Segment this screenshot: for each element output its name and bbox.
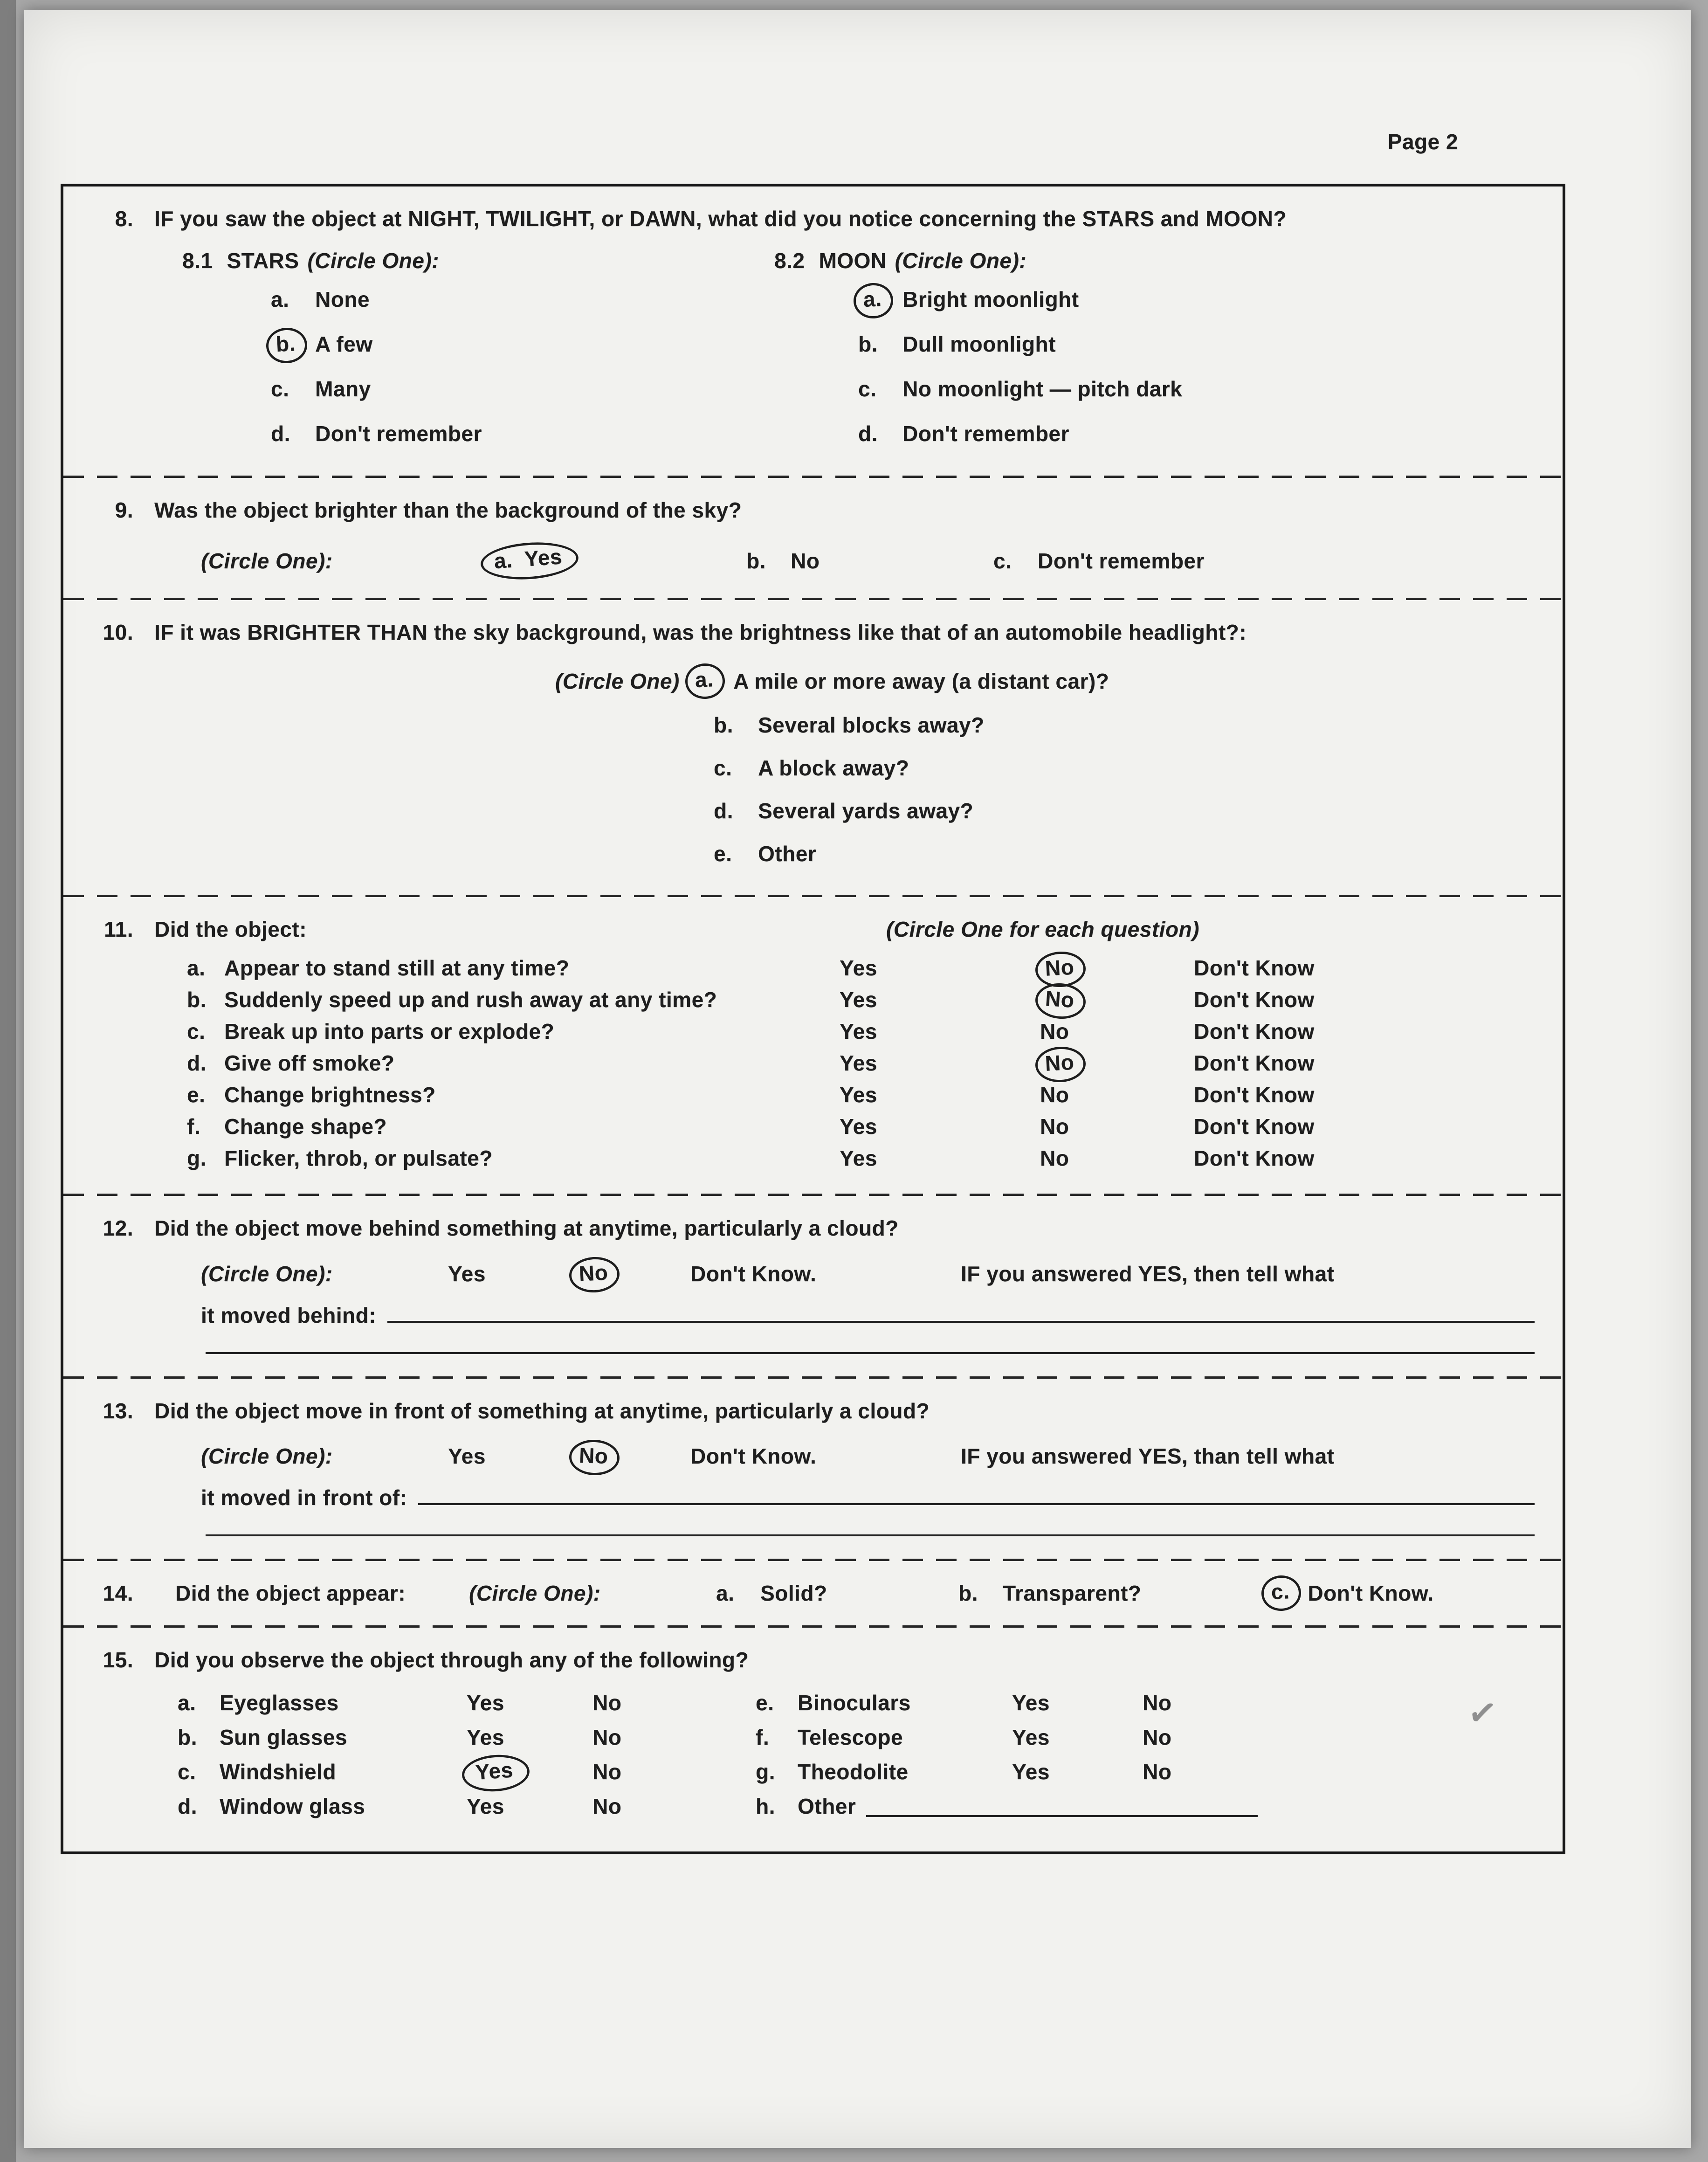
option-letter: c. — [993, 549, 1012, 573]
option-letter: c. — [271, 377, 289, 401]
option-letter: g. — [187, 1146, 207, 1170]
option-label: Change brightness? — [224, 1083, 436, 1107]
q15-other-blank — [866, 1796, 1258, 1817]
q15-yes: Yes — [1012, 1725, 1050, 1750]
q10-option-e — [714, 832, 1535, 875]
q11-yes: Yes — [840, 1051, 877, 1075]
q12-yes: Yes — [448, 1261, 486, 1286]
q15-yes: Yes — [474, 1757, 514, 1784]
option-label: Don't remember — [1038, 549, 1205, 573]
q8-moon-option-c — [858, 366, 1535, 411]
q10-option-a — [555, 659, 1535, 704]
option-label: A block away? — [758, 756, 909, 780]
option-letter: e. — [756, 1691, 774, 1715]
answer-circle — [1034, 981, 1087, 1020]
q15-no: No — [1143, 1725, 1172, 1750]
option-letter: d. — [714, 799, 733, 823]
q13-write-in-blank — [418, 1482, 1535, 1506]
option-letter: d. — [858, 421, 878, 446]
q13-no: No — [579, 1443, 609, 1468]
answer-circle — [1260, 1575, 1302, 1612]
q8-moon-option-d — [858, 411, 1535, 456]
q12-no: No — [578, 1260, 609, 1286]
q8-moon-title: MOON — [819, 249, 887, 273]
question-9 — [63, 478, 1563, 598]
option-letter: f. — [756, 1725, 770, 1750]
option-label: Eyeglasses — [220, 1691, 339, 1715]
q15-row-windshield — [178, 1754, 756, 1789]
option-label: Suddenly speed up and rush away at any time? — [224, 988, 717, 1012]
q11-row-g — [187, 1142, 1535, 1174]
option-letter: b. — [187, 988, 207, 1012]
q10-option-c — [714, 746, 1535, 789]
option-letter: h. — [756, 1794, 775, 1819]
q14-text: Did the object appear: — [175, 1581, 406, 1606]
q15-yes: Yes — [467, 1725, 504, 1750]
option-label: Change shape? — [224, 1114, 387, 1139]
question-12 — [63, 1196, 1563, 1376]
answer-circle — [265, 326, 308, 364]
q12-circle-note: (Circle One): — [201, 1261, 333, 1286]
option-label: None — [315, 287, 370, 311]
q13-number: 13. — [103, 1398, 133, 1423]
q11-yes: Yes — [840, 988, 877, 1012]
option-label: Bright moonlight — [902, 287, 1079, 311]
option-label: Yes — [523, 544, 563, 571]
q15-no: No — [1143, 1760, 1172, 1784]
q12-text: Did the object move behind something at anytime, particularly a cloud? — [154, 1216, 899, 1240]
option-letter: d. — [187, 1051, 207, 1075]
option-label: Binoculars — [798, 1691, 911, 1715]
q11-row-b — [187, 984, 1535, 1015]
q11-dont-know: Don't Know — [1194, 988, 1315, 1012]
option-letter: f. — [187, 1114, 201, 1139]
q8-stars-num: 8.1 — [182, 249, 213, 273]
option-letter: b. — [858, 332, 878, 356]
option-letter: a. — [862, 286, 882, 311]
q11-no: No — [1040, 1083, 1069, 1107]
question-8 — [63, 186, 1563, 476]
q14-option-b — [958, 1581, 1266, 1606]
option-letter: a. — [178, 1691, 196, 1715]
q10-option-b — [714, 704, 1535, 746]
q11-no: No — [1040, 1019, 1069, 1043]
q11-no: No — [1040, 1146, 1069, 1170]
q11-yes: Yes — [840, 1083, 877, 1107]
option-label: Windshield — [220, 1760, 336, 1784]
option-label: Flicker, throb, or pulsate? — [224, 1146, 493, 1170]
q10-option-d — [714, 789, 1535, 832]
q11-number: 11. — [104, 917, 133, 941]
q11-dont-know: Don't Know — [1194, 956, 1315, 980]
q11-no: No — [1040, 1114, 1069, 1139]
q8-number: 8. — [115, 207, 133, 231]
q15-row-eyeglasses — [178, 1685, 756, 1720]
answer-circle — [1034, 1045, 1087, 1084]
q14-option-c — [1266, 1581, 1434, 1606]
q8-moon-num: 8.2 — [774, 249, 805, 273]
option-letter: d. — [178, 1794, 197, 1819]
q13-dont-know: Don't Know. — [690, 1444, 817, 1469]
answer-circle — [568, 1256, 620, 1294]
option-label: Theodolite — [798, 1760, 909, 1784]
option-letter: a. — [716, 1581, 735, 1606]
q9-circle-note: (Circle One): — [201, 549, 333, 573]
q11-circle-note: (Circle One for each question) — [886, 917, 1199, 941]
q8-stars-option-b — [271, 322, 774, 366]
option-letter: a. — [694, 667, 714, 692]
answer-circle — [480, 539, 580, 582]
q15-left-column — [178, 1685, 756, 1824]
option-letter: c. — [1270, 1579, 1290, 1604]
q11-dont-know: Don't Know — [1194, 1019, 1315, 1043]
q15-yes: Yes — [467, 1691, 504, 1715]
question-10 — [63, 600, 1563, 895]
q11-row-a — [187, 952, 1535, 984]
option-label: Solid? — [760, 1581, 827, 1606]
q11-no: No — [1044, 986, 1075, 1012]
q11-row-e — [187, 1079, 1535, 1111]
option-label: Window glass — [220, 1794, 365, 1819]
q11-row-d — [187, 1047, 1535, 1079]
q15-row-theodolite — [756, 1754, 1535, 1789]
q11-yes: Yes — [840, 956, 877, 980]
q8-moon-circle-note: (Circle One): — [895, 249, 1027, 273]
q12-moved-label: it moved behind: — [201, 1303, 376, 1327]
option-letter: a. — [187, 956, 206, 980]
answer-circle — [461, 1753, 530, 1794]
q15-text: Did you observe the object through any of the following? — [154, 1648, 749, 1672]
q15-yes: Yes — [467, 1794, 504, 1819]
q8-stars-option-c — [271, 366, 774, 411]
q10-number: 10. — [103, 620, 133, 644]
q13-text: Did the object move in front of something at anytime, particularly a cloud? — [154, 1398, 930, 1423]
q15-row-other — [756, 1789, 1535, 1824]
option-label: Several blocks away? — [758, 713, 985, 737]
q13-tail: IF you answered YES, than tell what — [961, 1444, 1335, 1469]
option-letter: e. — [714, 842, 732, 866]
option-letter: b. — [714, 713, 733, 737]
page-number: Page 2 — [1387, 130, 1458, 154]
q14-circle-note: (Circle One): — [469, 1581, 601, 1606]
option-letter: e. — [187, 1083, 206, 1107]
q11-no: No — [1044, 954, 1075, 981]
answer-circle — [684, 663, 726, 700]
q13-write-in-line-2 — [206, 1534, 1535, 1536]
q11-no: No — [1044, 1050, 1075, 1076]
q15-no: No — [592, 1794, 622, 1819]
option-letter: b. — [746, 549, 766, 573]
handwritten-checkmark: ✓ — [1466, 1692, 1500, 1734]
q15-yes: Yes — [1012, 1760, 1050, 1784]
q14-option-a — [716, 1581, 958, 1606]
q12-write-in-blank — [387, 1299, 1535, 1323]
option-letter: a. — [271, 287, 289, 311]
option-label: Don't remember — [902, 421, 1069, 446]
q15-no: No — [592, 1691, 622, 1715]
option-label: No — [791, 549, 820, 573]
option-label: Many — [315, 377, 371, 401]
option-letter: a. — [493, 547, 513, 573]
option-label: Other — [758, 842, 817, 866]
q15-yes: Yes — [1012, 1691, 1050, 1715]
q15-no: No — [1143, 1691, 1172, 1715]
option-letter: c. — [858, 377, 877, 401]
question-14 — [63, 1561, 1563, 1625]
scan-edge-shadow — [0, 0, 16, 2162]
option-label: Give off smoke? — [224, 1051, 395, 1075]
q15-no: No — [592, 1760, 622, 1784]
q8-stars-column — [182, 244, 774, 456]
q11-yes: Yes — [840, 1146, 877, 1170]
option-label: A mile or more away (a distant car)? — [733, 669, 1109, 693]
option-letter: d. — [271, 421, 290, 446]
q15-no: No — [592, 1725, 622, 1750]
q11-yes: Yes — [840, 1114, 877, 1139]
option-letter: b. — [958, 1581, 978, 1606]
option-label: Other — [798, 1794, 856, 1819]
q10-text: IF it was BRIGHTER THAN the sky background, was the brightness like that of an automobile headlight?: — [154, 620, 1247, 644]
option-label: Don't remember — [315, 421, 482, 446]
question-15 — [63, 1628, 1563, 1851]
option-label: Dull moonlight — [902, 332, 1056, 356]
q8-stars-circle-note: (Circle One): — [307, 249, 439, 273]
q11-row-f — [187, 1111, 1535, 1142]
option-letter: c. — [187, 1019, 206, 1043]
q14-number: 14. — [103, 1581, 133, 1606]
option-letter: c. — [178, 1760, 196, 1784]
q11-dont-know: Don't Know — [1194, 1146, 1315, 1170]
question-13 — [63, 1379, 1563, 1559]
q8-moon-column — [774, 244, 1535, 456]
q15-row-sun-glasses — [178, 1720, 756, 1754]
option-label: Sun glasses — [220, 1725, 347, 1750]
q11-dont-know: Don't Know — [1194, 1051, 1315, 1075]
option-label: Telescope — [798, 1725, 903, 1750]
question-11 — [63, 897, 1563, 1194]
q15-row-telescope — [756, 1720, 1535, 1754]
q8-stars-option-d — [271, 411, 774, 456]
option-letter: b. — [275, 331, 296, 356]
q11-dont-know: Don't Know — [1194, 1083, 1315, 1107]
option-letter: c. — [714, 756, 732, 780]
q9-text: Was the object brighter than the background of the sky? — [154, 498, 742, 522]
option-label: Don't Know. — [1308, 1581, 1434, 1606]
q11-yes: Yes — [840, 1019, 877, 1043]
answer-circle — [569, 1439, 620, 1476]
q9-option-b — [746, 548, 993, 573]
q11-text: Did the object: — [154, 917, 307, 941]
questionnaire-form-box — [61, 184, 1565, 1854]
q9-option-c — [993, 548, 1535, 573]
answer-circle — [853, 282, 894, 319]
q12-tail: IF you answered YES, then tell what — [961, 1261, 1335, 1286]
option-label: Several yards away? — [758, 799, 974, 823]
q9-number: 9. — [115, 498, 133, 522]
q8-stars-option-a — [271, 277, 774, 322]
q11-dont-know: Don't Know — [1194, 1114, 1315, 1139]
q13-circle-note: (Circle One): — [201, 1444, 333, 1469]
q11-row-c — [187, 1015, 1535, 1047]
q8-moon-option-b — [858, 322, 1535, 366]
option-label: Break up into parts or explode? — [224, 1019, 555, 1043]
q12-dont-know: Don't Know. — [690, 1261, 817, 1286]
q13-moved-label: it moved in front of: — [201, 1485, 407, 1510]
q8-text: IF you saw the object at NIGHT, TWILIGHT, or DAWN, what did you notice concerning the STARS and MOON? — [154, 207, 1287, 231]
q8-moon-option-a — [858, 277, 1535, 322]
scanned-questionnaire-page — [24, 10, 1691, 2148]
option-label: No moonlight — pitch dark — [902, 377, 1183, 401]
q15-row-window-glass — [178, 1789, 756, 1824]
q8-stars-title: STARS — [227, 249, 299, 273]
q10-circle-note: (Circle One) — [555, 669, 680, 693]
option-label: Transparent? — [1003, 1581, 1142, 1606]
q12-write-in-line-2 — [206, 1352, 1535, 1354]
q15-number: 15. — [103, 1648, 133, 1672]
q12-number: 12. — [103, 1216, 133, 1240]
option-letter: g. — [756, 1760, 775, 1784]
option-label: A few — [315, 332, 373, 356]
q15-row-binoculars — [756, 1685, 1535, 1720]
answer-circle — [1034, 950, 1087, 988]
q13-yes: Yes — [448, 1444, 486, 1469]
q15-right-column — [756, 1685, 1535, 1824]
option-label: Appear to stand still at any time? — [224, 956, 570, 980]
option-letter: b. — [178, 1725, 197, 1750]
